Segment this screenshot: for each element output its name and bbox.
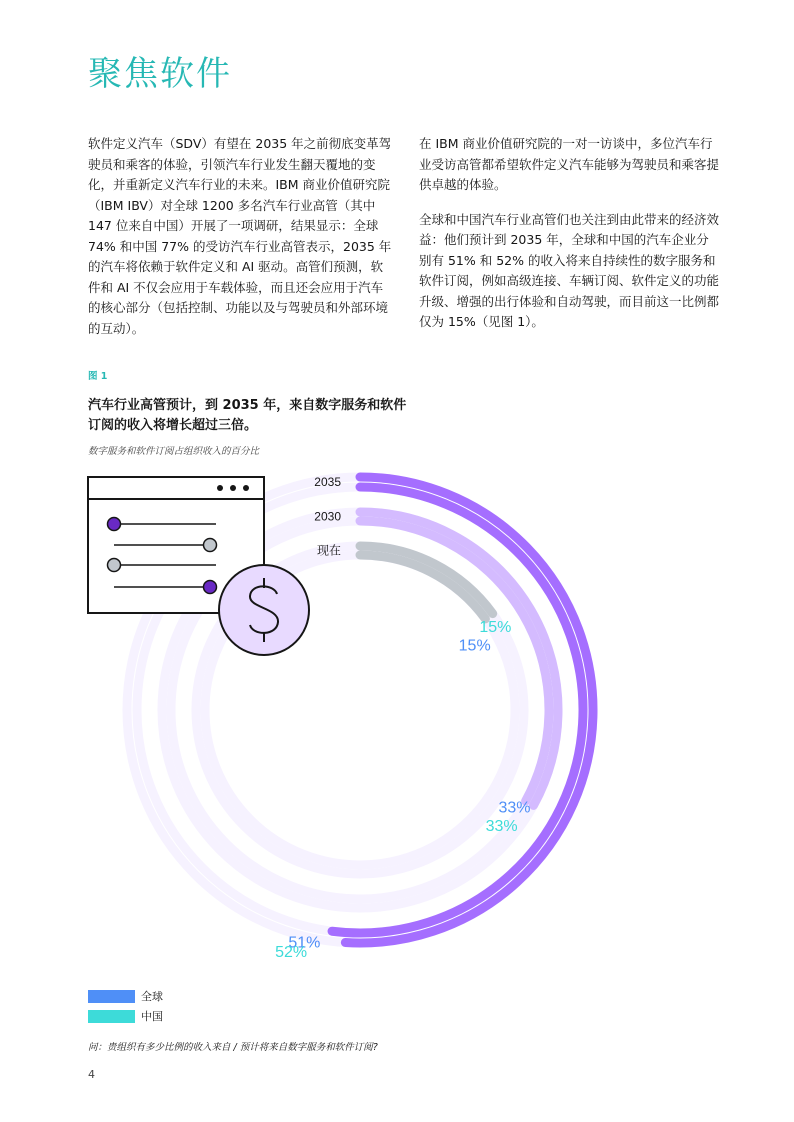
value-label: 33%: [485, 818, 518, 836]
value-label: 51%: [288, 934, 321, 952]
interview-paragraph: 在 IBM 商业价值研究院的一对一访谈中，多位汽车行业受访高管都希望软件定义汽车能够为驾驶员和乘客提供卓越的体验。: [419, 136, 720, 192]
figure-title: 汽车行业高管预计，到 2035 年，来自数字服务和软件订阅的收入将增长超过三倍。: [88, 398, 407, 433]
dollar-coin-icon: [219, 565, 309, 655]
legend-label: 中国: [141, 1010, 163, 1023]
intro-paragraph: 软件定义汽车（SDV）有望在 2035 年之前彻底变革驾驶员和乘客的体验，引领汽车行业发生翻天覆地的变化，并重新定义汽车行业的未来。IBM 商业价值研究院（IBM IBV）对全球 1200 多名汽车行业高管（其中 147 位来自中国）开展了一项调研，结果显示：全球 74% 和中国 77% 的受访汽车行业高管表示，2035 年的汽车将依赖于软件定义和 AI 驱动。高管们预测，软件和 AI 不仅会应用于车载体验，而且还会应用于汽车的核心部分（包括控制、功能以及与驾驶员和外部环境的互动）。: [88, 136, 392, 336]
category-label: 现在: [316, 543, 341, 558]
page-title: 聚焦软件: [88, 54, 232, 94]
window-dot-icon: [243, 485, 249, 491]
window-dot-icon: [217, 485, 223, 491]
legend-swatch: [88, 990, 135, 1003]
category-label: 2035: [314, 475, 341, 489]
chart-legend: [88, 986, 163, 1026]
slider-knob-icon: [108, 559, 121, 572]
value-label: 52%: [275, 944, 308, 962]
slider-knob-icon: [204, 581, 217, 594]
legend-item-china: [88, 1006, 163, 1026]
value-label: 15%: [479, 618, 512, 636]
value-label: 33%: [498, 799, 531, 817]
slider-knob-icon: [204, 539, 217, 552]
category-label: 2030: [314, 509, 341, 524]
window-dot-icon: [230, 485, 236, 491]
page-number: 4: [88, 1068, 95, 1081]
economics-paragraph: 全球和中国汽车行业高管们也关注到由此带来的经济效益：他们预计到 2035 年，全球和中国的汽车企业分别有 51% 和 52% 的收入将来自持续性的数字服务和软件订阅，例如高级连接、车辆订阅、软件定义的功能升级、增强的出行体验和自动驾驶，而目前这一比例都仅为 15%（见图 1）。: [419, 211, 720, 329]
legend-label: 全球: [141, 990, 163, 1003]
legend-swatch: [88, 1010, 135, 1023]
figure-subtitle: 数字服务和软件订阅占组织收入的百分比: [88, 446, 260, 457]
figure-label: 图 1: [88, 371, 108, 382]
legend-item-global: [88, 986, 163, 1006]
slider-knob-icon: [108, 518, 121, 531]
value-label: 15%: [458, 637, 491, 655]
survey-question: 问：贵组织有多少比例的收入来自 / 预计将来自数字服务和软件订阅?: [88, 1042, 378, 1053]
